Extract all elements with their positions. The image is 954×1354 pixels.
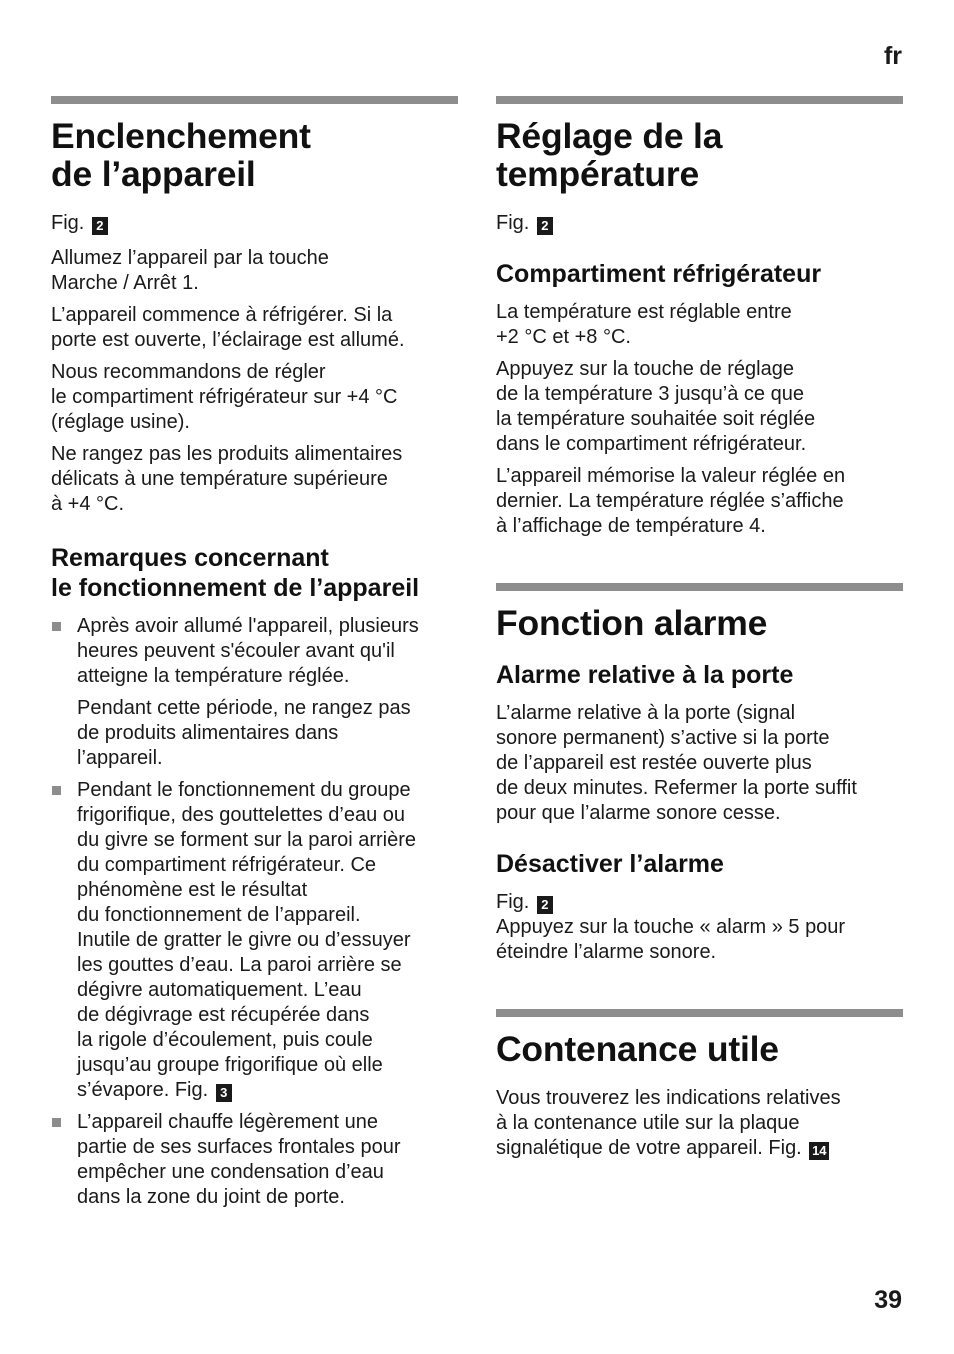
list-item-extra-text: Pendant cette période, ne rangez pas de produits alimentaires dans l’appareil. [77, 697, 411, 769]
subsection-title-door-alarm: Alarme relative à la porte [496, 661, 794, 689]
list-item-text [77, 778, 458, 1103]
language-tag: fr [883, 42, 902, 70]
fig-label: Fig. [496, 891, 530, 913]
figure-reference [496, 890, 903, 915]
fig-number-badge: 2 [92, 217, 108, 235]
list-item-text: L’appareil chauffe légèrement une partie de ses surfaces frontales pour empêcher une condensation d’eau dans la zone du joint de porte. [77, 1111, 401, 1208]
paragraph: L’appareil commence à réfrigérer. Si la porte est ouverte, l’éclairage est allumé. [51, 304, 405, 351]
paragraph: La température est réglable entre +2 °C et +8 °C. [496, 301, 792, 348]
section-title-capacity: Contenance utile [496, 1029, 779, 1069]
subsection-title-fridge-compartment: Compartiment réfrigérateur [496, 260, 822, 288]
paragraph: Appuyez sur la touche « alarm » 5 pour éteindre l’alarme sonore. [496, 916, 846, 963]
section-title-alarm: Fonction alarme [496, 603, 768, 643]
fig-label: Fig. [496, 212, 530, 234]
section-rule [496, 583, 903, 591]
subsection-title-operation-notes: Remarques concernant le fonctionnement de l’appareil [51, 544, 420, 602]
paragraph-text: Vous trouverez les indications relatives à la contenance utile sur la plaque signalétique de votre appareil. Fig. [496, 1087, 841, 1159]
paragraph [496, 1086, 903, 1161]
bullet-square-icon [52, 786, 61, 795]
list-item-text: Après avoir allumé l'appareil, plusieurs heures peuvent s'écouler avant qu'il atteigne la température réglée. [77, 615, 419, 687]
figure-reference [51, 211, 458, 236]
figure-reference [496, 211, 903, 236]
subsection-title-alarm-off: Désactiver l’alarme [496, 850, 724, 878]
section-rule [51, 96, 458, 104]
right-column [496, 96, 903, 1168]
section-rule [496, 96, 903, 104]
list-item [51, 614, 458, 771]
list-item [51, 778, 458, 1103]
paragraph: L’alarme relative à la porte (signal sonore permanent) s’active si la porte de l’appareil est restée ouverte plus de deux minutes. Refermer la porte suffit pour que l’alarme sonore cesse. [496, 702, 857, 824]
bullet-square-icon [52, 1118, 61, 1127]
section-title-temperature: Réglage de la température [496, 116, 723, 194]
section-title-switch-on: Enclenchement de l’appareil [51, 116, 311, 194]
paragraph: Appuyez sur la touche de réglage de la température 3 jusqu’à ce que la température souhaitée soit réglée dans le compartiment réfrigérateur. [496, 358, 816, 455]
fig-number-badge: 14 [809, 1142, 829, 1160]
list-item [51, 1110, 458, 1210]
list-item-text-body: Pendant le fonctionnement du groupe frigorifique, des gouttelettes d’eau ou du givre se forment sur la paroi arrière du compartiment réfrigérateur. Ce phénomène est le résultat du fonctionnement de l’appareil. Inutile de gratter le givre ou d’essuyer les gouttes d’eau. La paroi arrière se dégivre automatiquement. L’eau de dégivrage est récupérée dans la rigole d’écoulement, puis coule jusqu’au groupe frigorifique où elle s’évapore. Fig. [77, 779, 417, 1101]
fig-number-badge: 3 [216, 1084, 232, 1102]
fig-number-badge: 2 [537, 896, 553, 914]
paragraph: Allumez l’appareil par la touche Marche / Arrêt 1. [51, 247, 329, 294]
left-column [51, 96, 458, 1217]
page-number: 39 [874, 1286, 902, 1314]
notes-list [51, 614, 458, 1210]
paragraph: L’appareil mémorise la valeur réglée en dernier. La température réglée s’affiche à l’affichage de température 4. [496, 465, 846, 537]
bullet-square-icon [52, 622, 61, 631]
fig-label: Fig. [51, 212, 85, 234]
fig-number-badge: 2 [537, 217, 553, 235]
paragraph: Ne rangez pas les produits alimentaires délicats à une température supérieure à +4 °C. [51, 443, 403, 515]
section-rule [496, 1009, 903, 1017]
paragraph: Nous recommandons de régler le compartiment réfrigérateur sur +4 °C (réglage usine). [51, 361, 398, 433]
